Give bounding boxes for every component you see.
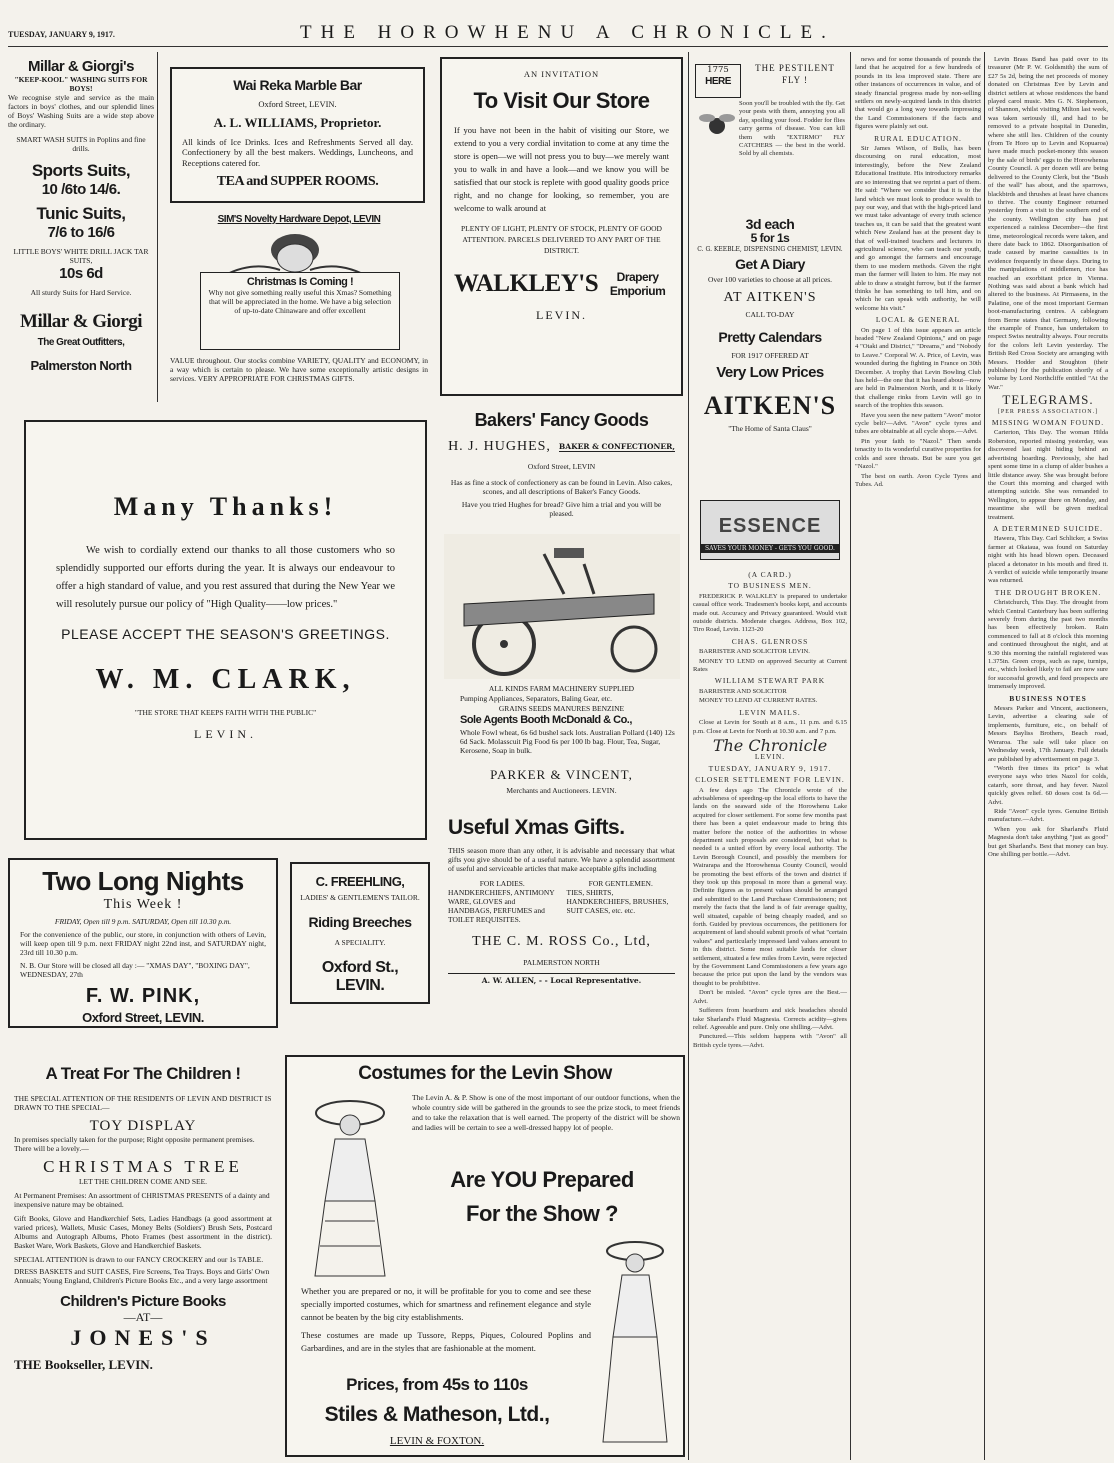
ad-title: Wai Reka Marble Bar — [233, 77, 362, 93]
varieties: Over 100 varieties to choose at all prices. — [707, 275, 833, 284]
trade: LADIES' & GENTLEMEN'S TAILOR. — [300, 893, 420, 902]
gifts: Gift Books, Glove and Handkerchief Sets, Ladies Handbags (a good assortment at varied prices), Wallets, Music Cases, Money Belts (Soldiers') Brush Sets, Postcard Albums and Autograph Albums, Photo Frames (best assortment in the district). Basket Ware, Work Baskets, Glove and Handkerchief Baskets. — [14, 1214, 272, 1250]
at: —AT— — [123, 1310, 163, 1324]
sims-ad — [170, 214, 428, 404]
bottom-1: Have you seen the new pattern "Avon" motor cycle belt?—Advt. "Avon" cycle tyres and tubes are obtainable at all cycle shops.—Advt. — [855, 411, 981, 436]
ross-ad — [440, 812, 683, 1040]
tunic-suits: Tunic Suits, — [36, 204, 126, 223]
brand: Millar & Giorgi — [20, 311, 142, 332]
column-rule — [688, 52, 689, 1460]
toy-display: TOY DISPLAY — [89, 1118, 197, 1134]
column-rule — [157, 52, 158, 402]
ad-footer: TEA and SUPPER ROOMS. — [216, 174, 379, 189]
ad-title: Millar & Giorgi's — [28, 58, 134, 75]
fly-illustration — [697, 104, 737, 144]
ad-title: Useful Xmas Gifts. — [448, 816, 625, 839]
towns: LEVIN & FOXTON. — [389, 1435, 485, 1447]
local-body: On page 1 of this issue appears an article headed "New Zealand Opinions," and on page 4 "Otaki and District," "Dreams," and "Nobody to Leave." Corporal W. A. Price, of Levin, was wounded during the fighting in France on 30th December. A trophy that Levin Bowling Club has held—the one that it has heard about—now are held in Palmerston North, and it is likely that challenge rinks from Levin will go in search of the trophies this season. — [855, 326, 981, 410]
ad-title: Bakers' Fancy Goods — [474, 410, 649, 430]
business-body: Messrs Parker and Vincent, auctioneers, Levin, advertise a clearing sale of implements, furniture, etc., on behalf of Messrs Bayliss Brothers, Beach road, Weraroa. The sale will take place on Wednesday week, 17th January. Full details are published by advertisement on page 3. — [988, 705, 1108, 763]
ad-address: Oxford Street, LEVIN. — [258, 99, 337, 109]
glenross: CHAS. GLENROSS — [731, 636, 809, 646]
lady-illustration-right — [587, 1237, 682, 1447]
bottom-2: Pin your faith to "Nazol." Then sends tenacity to its wonderful curative properties for colds and sore throats. But be sure you get "Nazol." — [855, 437, 981, 471]
price1: 3d each — [745, 216, 795, 232]
ad-body: Soon you'll be troubled with the fly. Get your pests with them, annoying you all day, spoiling your food. Fodder for flies carry germs of disease. You can kill them with "EXTIRMO" FLY CATCHERS — the best in the world. Sold by all chemists. — [739, 100, 845, 158]
hours: FRIDAY, Open till 9 p.m. SATURDAY, Open till 10.30 p.m. — [54, 917, 232, 926]
ad-title: Two Long Nights — [42, 866, 244, 896]
ad-address: Oxford St., LEVIN. — [321, 959, 399, 994]
town: Palmerston North — [30, 358, 132, 373]
ad-title: To Visit Our Store — [473, 87, 650, 113]
picture-books: Children's Picture Books — [60, 1293, 226, 1310]
rural-body: Sir James Wilson, of Bulls, has been discoursing on rural education, most interestingly, before the New Zealand Educational Institute. His introductory remarks are so interesting that we reprint a part of them. He said: "Where we consider that it is to the land which we must look to produce wealth to pay our way, and that with the high-priced land we must take advantage of every truth science teaches us, it can be said that the greatest want which New Zealand has at the present day is that of well-trained teachers and lecturers in agricultural science, who can teach our youth, and go amongst the farmers and encourage them to use modern methods. Given the right man the farmer will listen to him. He may not able to draw a straight furrow, but if the farmer thinks he has something to tell him, and on which he can speak with authority, he will welcome his visit." — [855, 145, 981, 312]
price2: 5 for 1s — [750, 231, 790, 245]
try-hughes: Have you tried Hughes for bread? Give him a trial and you will be pleased. — [461, 500, 662, 518]
column-4 — [693, 568, 847, 1458]
premises: In premises specially taken for the purpose; Right opposite permanent premises. There will be a lovely.— — [14, 1135, 255, 1153]
call-today: CALL TO-DAY — [745, 310, 795, 319]
ad-line: Pumping Appliances, Separators, Baling Gear, etc. — [460, 694, 612, 703]
masthead: THE HOROWHENU A CHRONICLE. — [300, 22, 835, 43]
ad-sub: Merchants and Auctioneers. LEVIN. — [506, 786, 617, 795]
ad-banner: SIM'S Novelty Hardware Depot, LEVIN — [217, 214, 381, 225]
barrister-1: BARRISTER AND SOLICITOR LEVIN. — [699, 648, 810, 656]
chemist: C. G. KEEBLE, DISPENSING CHEMIST, LEVIN. — [697, 246, 843, 253]
business-head: BUSINESS NOTES — [1009, 693, 1087, 703]
town: PALMERSTON NORTH — [523, 958, 600, 967]
sign-board — [200, 272, 400, 350]
aitkens-name: AITKEN'S — [703, 391, 837, 420]
hughes-ad — [440, 400, 683, 532]
ad-body: THIS season more than any other, it is advisable and necessary that what gifts you give should be of a useful nature. We have a splendid assortment of useful and serviceable articles that make acceptable gifts including — [448, 846, 675, 873]
walkleys-name: WALKLEY'S — [454, 269, 599, 297]
column-5 — [855, 56, 981, 1458]
mails-head: LEVIN MAILS. — [739, 707, 801, 717]
sign-title: Christmas Is Coming ! — [246, 276, 354, 288]
issue-date: TUESDAY, JANUARY 9, 1917. — [708, 763, 832, 773]
prices: Prices, from 45s to 110s — [346, 1375, 528, 1394]
ad-body: VALUE throughout. Our stocks combine VARIETY, QUALITY and ECONOMY, in a way which is certain to please. We have some exceptionally artistic designs in services. VERY APPROPRIATE FOR CHRISTMAS GIFTS. — [170, 356, 428, 383]
drought-head: THE DROUGHT BROKEN. — [994, 587, 1102, 597]
ad-line: ALL KINDS FARM MACHINERY SUPPLIED — [488, 684, 635, 693]
pink-name: F. W. PINK, — [85, 985, 201, 1007]
ad-body-3: These costumes are made up Tussore, Repps, Piques, Coloured Poplins and Garbardines, and are in the styles that are fashionable at the moment. — [301, 1330, 591, 1353]
missing-body: Carterton, This Day. The woman Hilda Roberston, reported missing yesterday, was discovered last night hiding behind an advertising hoarding. Previously, she had spent some time in a clump of alder bushes a little distance away. She was brought before the Court this morning and charged with attempting suicide. She was remanded to Wellington, to appear there on Monday, and meantime she will be given medical treatment. — [988, 429, 1108, 521]
suicide-body: Hawera, This Day. Carl Schlicker, a Swiss farmer at Okaiaua, was found on Saturday night with his head blown open. Deceased placed a detonator in his mouth and fired it. A verdict of suicide while temporarily insane was returned. — [988, 535, 1108, 585]
sports-suits: Sports Suits, — [31, 161, 131, 180]
jones-ad — [8, 1060, 278, 1458]
ad-line: SMART WASH SUITS in Poplins and fine drills. — [16, 135, 146, 153]
bottom-3: The best on earth. Avon Cycle Tyres and Tubes. Ad. — [855, 472, 981, 488]
drought-body: Christchurch, This Day. The drought from which Central Canterbury has been suffering severely from during the past two months has been effectively broken. Rain commenced to fall at 8 o'clock this morning and continued throughout the night, and at 9.30 this morning the rainfall registered was 1.375in. Green crops, such as rape, turnips, etc., which looked likely to fail are now sure for successful growth, and feed prospects are immensely improved. — [988, 599, 1108, 691]
breeches: Riding Breeches — [308, 914, 412, 930]
town: LEVIN. — [194, 727, 257, 741]
jones-name: JONES'S — [70, 1325, 216, 1350]
ad-line: GRAINS SEEDS MANURES BENZINE — [498, 704, 625, 713]
representative: A. W. ALLEN, - - Local Representative. — [448, 973, 675, 985]
closer-body: A few days ago The Chronicle wrote of the advisableness of speeding-up the local efforts to have the lands on the seaward side of the Horowhenu Lake acquired for closer settlement. For some few months past there has been a quiet endeavour made to bring this matter before the notice of the authorities in whose department such proposals are considered, but what is needed is a united effort by every local authority. The Levin Borough Council, and possibly the members for Wairarapa and the Horowhenua County Council, would be promoting the best efforts of the town and district if they took up this proposal in more than a general way. Definite figures as to present values should be arranged and submitted to the Land Purchase Commissioners; not merely the facts that the land is of fair average quality, well situated, capable of being cheaply roaded, and so forth. Guided by previous occurrences, the petitioners for acquirement of land should submit proofs of what "certain values" and particularly impressed land values amount to in this district. Some most suitable lands for closer settlement, situated a few miles from Levin, were rejected by the Government Land Commissioners a few years ago because the price put upon the land by the vendors was thought to be prohibitive. — [693, 786, 847, 987]
local-head: LOCAL & GENERAL — [875, 315, 961, 325]
christmas-tree: CHRISTMAS TREE — [43, 1157, 243, 1176]
ad-body: For the convenience of the public, our store, in conjunction with others of Levin, will keep open till 9 p.m. next FRIDAY night 22nd inst, and SATURDAY night, 23rd till 10.30 p.m. — [20, 930, 266, 957]
walkley-ad — [440, 57, 683, 396]
essence-word: ESSENCE — [718, 515, 822, 537]
ad-body: All kinds of Ice Drinks. Ices and Refreshments Served all day. Confectionery by all the best makers. Weddings, Luncheons, and Receptions catered for. — [182, 136, 413, 168]
header-rule — [8, 46, 1108, 47]
sufferers-advt: Sufferers from heartburn and sick headaches should take Sharland's Fluid Magnesia. Corrects acidity—gives relief. Agreeable and pure. Only one shilling.—Advt. — [693, 1007, 847, 1031]
telegrams: TELEGRAMS. — [1002, 392, 1094, 408]
drill-price: 10s 6d — [59, 265, 103, 282]
ad-address: Oxford Street, LEVIN — [527, 462, 596, 471]
ad-body: We wish to cordially extend our thanks to all those customers who so splendidly supported our efforts during the year. It is always our endeavour to offer a high standard of value, and you rest assured that during the New Year we will resolutely pursue our policy of "High Quality——low prices." — [56, 545, 395, 610]
closed-note: N. B. Our Store will be closed all day :— "XMAS DAY", "BOXING DAY", WEDNESDAY, 27th — [20, 961, 250, 979]
ad-line: LITTLE BOYS' WHITE DRILL JACK TAR SUITS, — [13, 247, 149, 265]
ad-body: Whole Fowl wheat, 6s 6d bushel sack lots. Australian Pollard (140) 12s 6d Sack. Molasscuit Pig Food 6s per 100 lb bag. Flour, Tea, Sugar, Kerosene, Soap in bulk. — [460, 728, 675, 755]
trade: BAKER & CONFECTIONER, — [558, 442, 675, 451]
fly-box-logo: 1775 HERE — [695, 64, 741, 98]
column-rule — [850, 52, 851, 1460]
punctured-advt: Punctured.—This seldom happens with "Avon" all British cycle tyres.—Advt. — [693, 1033, 847, 1049]
chronicle-nameplate: The Chronicle — [712, 735, 828, 755]
mails: Close at Levin for South at 8 a.m., 11 p.m. and 6.15 p.m. Close at Levin for North at 10.30 a.m. and 7 p.m. — [693, 719, 847, 735]
ad-address: Oxford Street, LEVIN. — [82, 1010, 204, 1025]
column-rule — [984, 52, 985, 1460]
bookseller: THE Bookseller, LEVIN. — [14, 1357, 153, 1372]
press-assoc: [PER PRESS ASSOCIATION.] — [997, 408, 1099, 415]
ladies-list: HANDKERCHIEFS, ANTIMONY WARE, GLOVES and HANDBAGS, PERFUMES and TOILET REQUISITES. — [448, 888, 555, 924]
stiles-name: Stiles & Matheson, Ltd., — [324, 1403, 550, 1426]
walkley-card: FREDERICK P. WALKLEY is prepared to undertake casual office work. Tradesmen's books kept, and accounts made out. Accuracy and Privacy guaranteed. Would visit outside districts. Moderate charges. Address, Box 102, Tiro Road, Levin. 1123-20 — [693, 592, 847, 634]
date-line: TUESDAY, JANUARY 9, 1917. — [8, 30, 115, 39]
missing-head: MISSING WOMAN FOUND. — [991, 418, 1105, 428]
ad-line: All sturdy Suits for Hard Service. — [30, 288, 132, 297]
ad-body-2: Whether you are prepared or no, it will be profitable for you to come and see these specially imported costumes, which for smartness and refinement elegance and style cannot be beaten by the big city establishments. — [301, 1286, 591, 1322]
ride-advt: Ride "Avon" cycle tyres. Genuine British manufacture.—Advt. — [988, 807, 1108, 824]
get-diary: Get A Diary — [735, 256, 805, 272]
tagline: "THE STORE THAT KEEPS FAITH WITH THE PUBLIC" — [134, 708, 317, 717]
tunic-price: 7/6 to 16/6 — [47, 224, 115, 241]
sign-text: Why not give something really useful this Xmas? Something that will be appreciated in the home. We have a big selection of up-to-date Chinaware and offer excellent — [208, 288, 392, 315]
ad-title: Many Thanks! — [113, 492, 338, 521]
many-thanks-ad — [24, 420, 427, 840]
special: SPECIAL ATTENTION is drawn to our FANCY CROCKERY and our 1s TABLE. — [14, 1255, 264, 1264]
stiles-ad — [285, 1055, 685, 1457]
wai-reka-ad — [170, 67, 425, 203]
parker-name: PARKER & VINCENT, — [490, 767, 633, 782]
ad-body: The Levin A. & P. Show is one of the most important of our outdoor functions, when the whole country side will be gathered in the grounds to see the prize stock, to meet friends and to take the relaxation that is well earned. The property of the district will be shown and ladies will be certain to see a well-dressed happy lot of people. — [412, 1093, 680, 1132]
ad-title: THE PESTILENT FLY ! — [755, 63, 835, 85]
avon-advt: Don't be misled. "Avon" cycle tyres are the Best.—Advt. — [693, 989, 847, 1005]
are-you-prepared: Are YOU Prepared — [450, 1167, 634, 1192]
sports-price: 10 /6to 14/6. — [41, 181, 121, 198]
specialty: A SPECIALITY. — [334, 938, 386, 947]
offered: FOR 1917 OFFERED AT — [731, 351, 809, 360]
tagline: "The Home of Santa Claus" — [728, 424, 812, 433]
when-advt: When you ask for Sharland's Fluid Magnesia don't take anything "just as good" but get Sharland's. Best that money can buy. One shilling per bottle.—Advt. — [988, 825, 1108, 858]
ad-body: If you have not been in the habit of visiting our Store, we extend to you a very cordial invitation to come at any time the store is open—we will not press you to buy—we merely want you to walk in and have a look—and we know you will be satisfied that our stock is replete with good quality goods price right, and no change for looking, so remember, you are welcome to walk around at — [454, 124, 669, 213]
essence-ad — [700, 500, 840, 560]
pink-ad — [8, 858, 278, 1028]
treat: A Treat For The Children ! — [45, 1064, 241, 1083]
fly-ad — [693, 56, 847, 256]
at-aitkens: AT AITKEN'S — [723, 290, 817, 305]
freehling-ad — [290, 862, 430, 1004]
column-6 — [988, 56, 1108, 1458]
rural-head: RURAL EDUCATION. — [874, 133, 962, 143]
ladies-head: FOR LADIES. — [479, 879, 525, 888]
for-the-show: For the Show ? — [466, 1201, 618, 1226]
essence-tag: SAVES YOUR MONEY - GETS YOU GOOD. — [701, 544, 839, 553]
harvester-illustration — [444, 534, 680, 679]
greetings: PLEASE ACCEPT THE SEASON'S GREETINGS. — [61, 626, 390, 642]
stewart: WILLIAM STEWART PARK — [714, 676, 826, 686]
attention: THE SPECIAL ATTENTION OF THE RESIDENTS OF LEVIN AND DISTRICT IS DRAWN TO THE SPECIAL— — [14, 1094, 272, 1112]
emporium: Drapery Emporium — [609, 269, 666, 298]
calendars: Pretty Calendars — [718, 329, 822, 345]
owner: A. L. WILLIAMS, Proprietor. — [213, 114, 382, 130]
town: LEVIN. — [536, 307, 587, 322]
money-1: MONEY TO LEND on approved Security at Current Rates — [693, 657, 847, 674]
barrister-2: BARRISTER AND SOLICITOR — [699, 687, 787, 695]
suicide-head: A DETERMINED SUICIDE. — [993, 523, 1103, 533]
business-men: TO BUSINESS MEN. — [728, 581, 812, 591]
col6-top: Levin Brass Band has paid over to its treasurer (Mr P. W. Goldsmith) the sum of £27 5s 2d, being the net proceeds of money donated on Christmas Eve by Levin and district settlers at whose residences the band played carol music. Mrs G. N. Stephenson, of Shannon, whilst visiting Milton last week, was taken seriously ill, and had to be removed to a private hospital in Dunedin, where she still lies. Children of the county (from Te Horo up to Levin and Kopuaroa) have made much pocket-money this season by the sale of birds' eggs to the Horowhenua County Council. A per dozen will are being delivered to the County Clerk, but the "Bush of the wall" has about, and the sparrows, blackbirds and thrushes at least have chances to thrive. The county Engineer returned yesterday from a visit to the southern end of the county. Wellington city has just experienced a rainless December—the first time, meteorological records were taken, and there date back to 1862. Disorganisation of trade caused by marine casualties is in evidence frequently in these days. During to the manipulations of middlemen, rice has reached an exorbitant price in Vienna. Nothing was said about a bank which had altered to the business. At Pirmasens, in the Palatine, one of the most important German boot-manufacturing centres. A cablegram from Berne states that Germany, following the example of France, has undertaken to respect Swiss neutrality always. Four recruits for the colors left Levin yesterday. The British Red Cross Society are arranging with Messrs. Hodder and Stoughton (their publishers) for the publication shortly of a volume by Lord Northcliffe entitled "At the War." — [988, 56, 1108, 391]
dress: DRESS BASKETS and SUIT CASES, Fire Screens, Tea Trays. Boys and Girls' Own Annuals; Young England, Children's Picture Books Etc., and a very large assortment — [14, 1267, 270, 1285]
outfitters: The Great Outfitters, — [37, 337, 125, 348]
parker-vincent-ad — [440, 534, 683, 806]
low-prices: Very Low Prices — [716, 364, 824, 381]
come-see: LET THE CHILDREN COME AND SEE. — [78, 1177, 208, 1186]
hughes-name: H. J. HUGHES, — [448, 439, 551, 454]
worth-advt: "Worth five times its price" is what everyone says who tries Nazol for colds, catarrh, sore throat, and hay fever. Nazol quickly gives relief. 60 doses cost Is 6d.—Advt. — [988, 764, 1108, 806]
freehling-name: C. FREEHLING, — [315, 874, 405, 889]
levin: LEVIN. — [754, 752, 786, 762]
ad-title: Costumes for the Levin Show — [358, 1063, 612, 1084]
card-label: (A CARD.) — [748, 570, 792, 579]
lady-illustration-left — [295, 1091, 405, 1281]
gents-list: TIES, SHIRTS, HANDKERCHIEFS, BRUSHES, SUIT CASES, etc. etc. — [566, 888, 669, 915]
gents-head: FOR GENTLEMEN. — [588, 879, 653, 888]
this-week: This Week ! — [103, 897, 183, 912]
ad-body: Has as fine a stock of confectionery as can be found in Levin. Also cakes, scones, and all descriptions of Baker's Fancy Goods. — [450, 478, 673, 496]
invitation: AN INVITATION — [523, 69, 600, 79]
aitken-ad — [693, 256, 847, 496]
millar-giorgi-ad — [8, 56, 154, 396]
ad-line: "KEEP-KOOL" WASHING SUITS FOR BOYS! — [14, 75, 148, 93]
money-2: MONEY TO LEND AT CURRENT RATES. — [699, 697, 818, 705]
closer-head: CLOSER SETTLEMENT FOR LEVIN. — [695, 775, 845, 785]
ad-body: We recognise style and service as the main factors in boys' clothes, and our splendid lines of Boys' Washing Suits are a wide step above the ordinary. — [8, 93, 154, 129]
plenty: PLENTY OF LIGHT, PLENTY OF STOCK, PLENTY OF GOOD ATTENTION. PARCELS DELIVERED TO ANY PART OF THE DISTRICT. — [461, 223, 662, 255]
col5-top: news and for some thousands of pounds the land that he acquired for a few hundreds of pounds in its less improved state. There are other instances of occurrences in value, and of steady financial progress made by non-selling settlers on newly-acquired lands in this district that would go a long way towards impressing the Land Commissioners if the facts and figures were plainly set out. — [855, 56, 981, 131]
permanent: At Permanent Premises: An assortment of CHRISTMAS PRESENTS of a dainty and inexpensive nature may be obtained. — [14, 1191, 270, 1209]
sole-agents: Sole Agents Booth McDonald & Co., — [460, 714, 632, 726]
ross-name: THE C. M. ROSS Co., Ltd, — [472, 934, 651, 949]
clark-name: W. M. CLARK, — [95, 664, 356, 695]
